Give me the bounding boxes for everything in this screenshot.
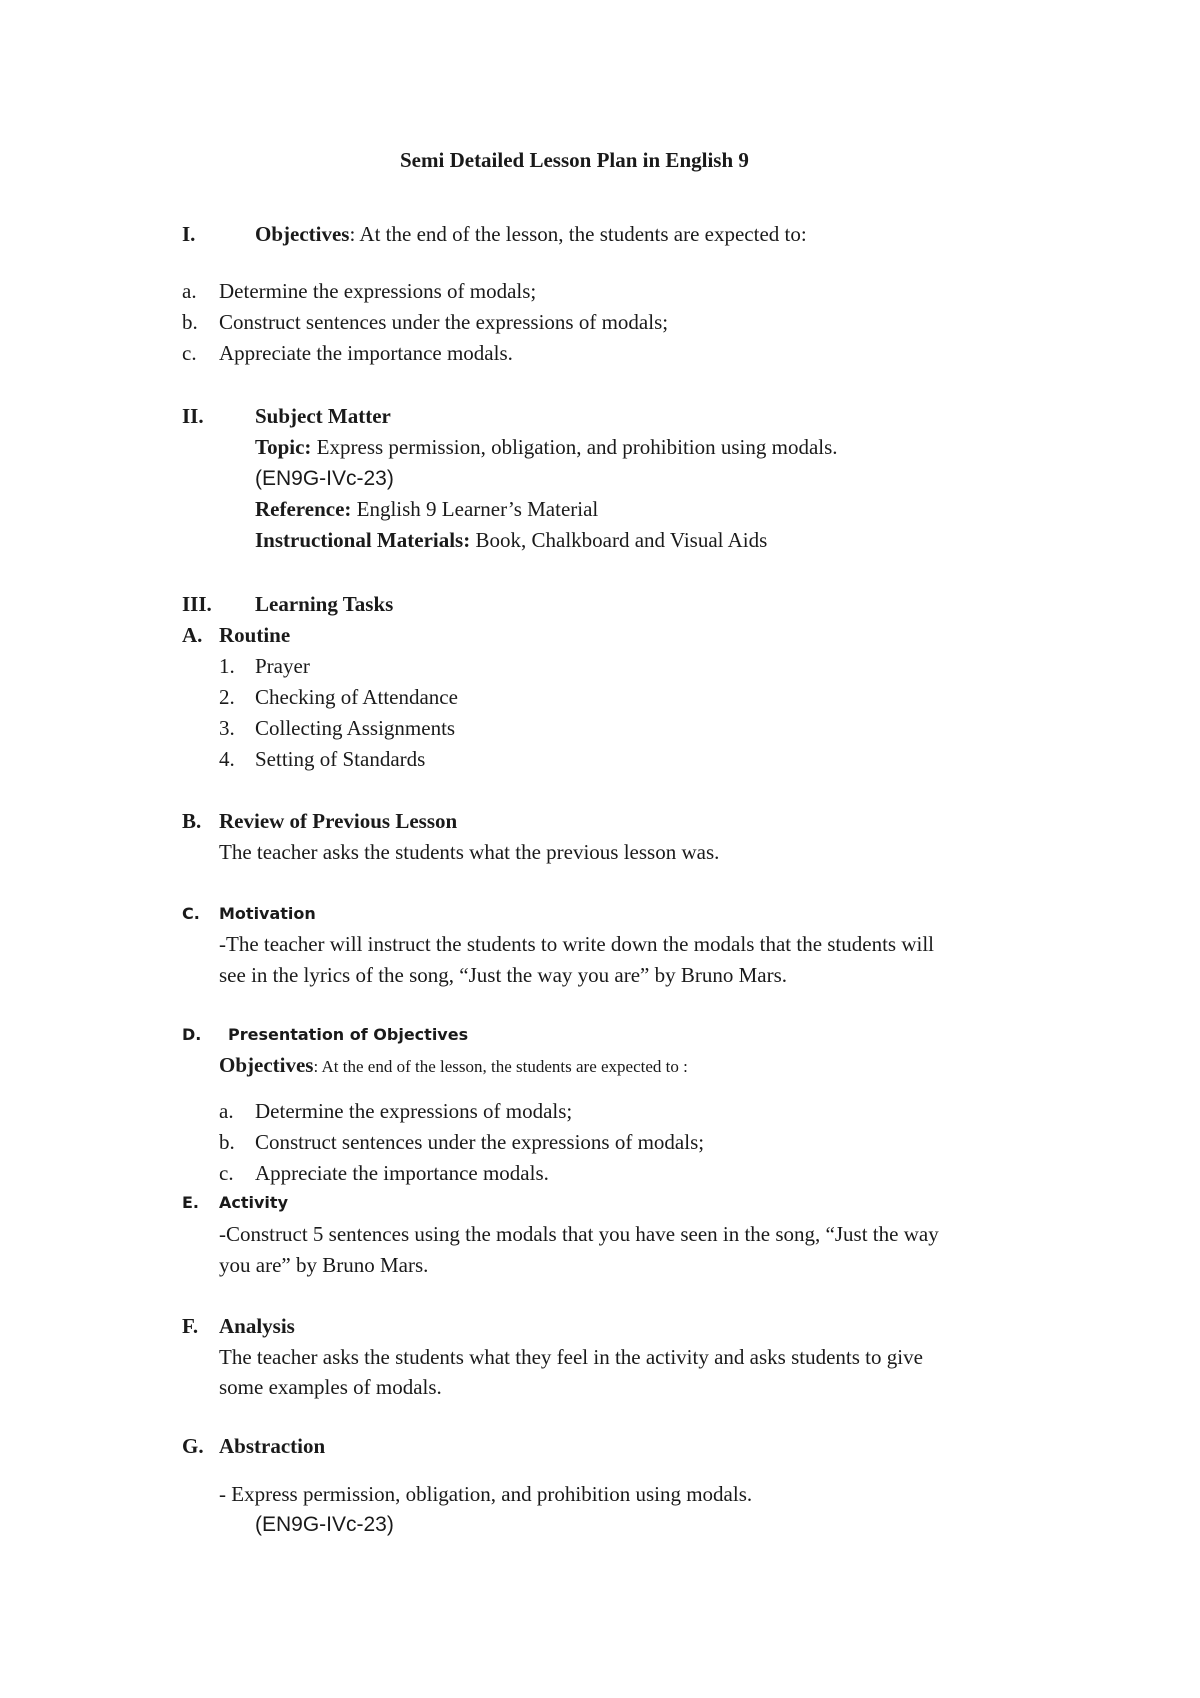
presentation-objectives-line <box>219 1055 688 1076</box>
subject-matter-heading: Subject Matter <box>255 404 391 428</box>
objectives-label: Objectives <box>255 222 350 246</box>
topic-line <box>255 437 838 458</box>
presentation-marker: D. <box>182 1025 202 1044</box>
routine-item: Collecting Assignments <box>255 716 456 740</box>
topic-label: Topic: <box>255 435 312 459</box>
materials-label: Instructional Materials: <box>255 528 471 552</box>
presentation-item-marker: b. <box>219 1130 235 1154</box>
abstraction-code: (EN9G-IVc-23) <box>255 1513 394 1536</box>
routine-item: Prayer <box>255 654 310 678</box>
materials-line <box>255 530 767 551</box>
objective-item: Appreciate the importance modals. <box>219 341 513 365</box>
objective-item: Construct sentences under the expressions of modals; <box>219 310 669 334</box>
objective-item-marker: a. <box>182 279 197 303</box>
routine-heading: Routine <box>219 623 291 647</box>
objective-item-marker: c. <box>182 341 197 365</box>
activity-marker: E. <box>182 1193 200 1212</box>
document-title: Semi Detailed Lesson Plan in English 9 <box>400 148 749 172</box>
section-1-heading <box>255 224 807 245</box>
section-3-numeral: III. <box>182 592 212 616</box>
presentation-heading: Presentation of Objectives <box>228 1025 469 1044</box>
routine-item-marker: 1. <box>219 654 235 678</box>
routine-item-marker: 3. <box>219 716 235 740</box>
materials-text: Book, Chalkboard and Visual Aids <box>475 528 768 552</box>
presentation-item-marker: c. <box>219 1161 234 1185</box>
routine-item: Setting of Standards <box>255 747 426 771</box>
activity-text-line-1: -Construct 5 sentences using the modals that you have seen in the song, “Just the way <box>219 1222 939 1246</box>
motivation-marker: C. <box>182 904 200 923</box>
activity-text-line-2: you are” by Bruno Mars. <box>219 1253 429 1277</box>
section-1-numeral: I. <box>182 222 196 246</box>
analysis-heading: Analysis <box>219 1314 295 1338</box>
presentation-item: Determine the expressions of modals; <box>255 1099 573 1123</box>
review-text: The teacher asks the students what the previous lesson was. <box>219 840 720 864</box>
reference-label: Reference: <box>255 497 352 521</box>
reference-text: English 9 Learner’s Material <box>356 497 599 521</box>
presentation-item: Appreciate the importance modals. <box>255 1161 549 1185</box>
abstraction-marker: G. <box>182 1434 204 1458</box>
review-heading: Review of Previous Lesson <box>219 809 458 833</box>
objective-item-marker: b. <box>182 310 198 334</box>
abstraction-text: - Express permission, obligation, and prohibition using modals. <box>219 1482 753 1506</box>
presentation-objectives-text: : At the end of the lesson, the students are expected to : <box>313 1057 688 1076</box>
routine-marker: A. <box>182 623 203 647</box>
motivation-heading: Motivation <box>219 904 316 923</box>
objectives-text: : At the end of the lesson, the students are expected to: <box>349 222 807 246</box>
presentation-objectives-label: Objectives <box>219 1053 314 1077</box>
presentation-item-marker: a. <box>219 1099 234 1123</box>
review-marker: B. <box>182 809 202 833</box>
presentation-item: Construct sentences under the expressions of modals; <box>255 1130 705 1154</box>
section-2-numeral: II. <box>182 404 204 428</box>
routine-item-marker: 4. <box>219 747 235 771</box>
activity-heading: Activity <box>219 1193 288 1212</box>
reference-line <box>255 499 598 520</box>
topic-code: (EN9G-IVc-23) <box>255 467 394 490</box>
topic-text: Express permission, obligation, and prohibition using modals. <box>316 435 838 459</box>
analysis-text-line-2: some examples of modals. <box>219 1375 442 1399</box>
learning-tasks-heading: Learning Tasks <box>255 592 394 616</box>
analysis-text-line-1: The teacher asks the students what they feel in the activity and asks students to give <box>219 1345 923 1369</box>
abstraction-heading: Abstraction <box>219 1434 326 1458</box>
routine-item: Checking of Attendance <box>255 685 458 709</box>
analysis-marker: F. <box>182 1314 199 1338</box>
motivation-text-line-2: see in the lyrics of the song, “Just the way you are” by Bruno Mars. <box>219 963 788 987</box>
motivation-text-line-1: -The teacher will instruct the students to write down the modals that the students will <box>219 932 935 956</box>
routine-item-marker: 2. <box>219 685 235 709</box>
objective-item: Determine the expressions of modals; <box>219 279 537 303</box>
